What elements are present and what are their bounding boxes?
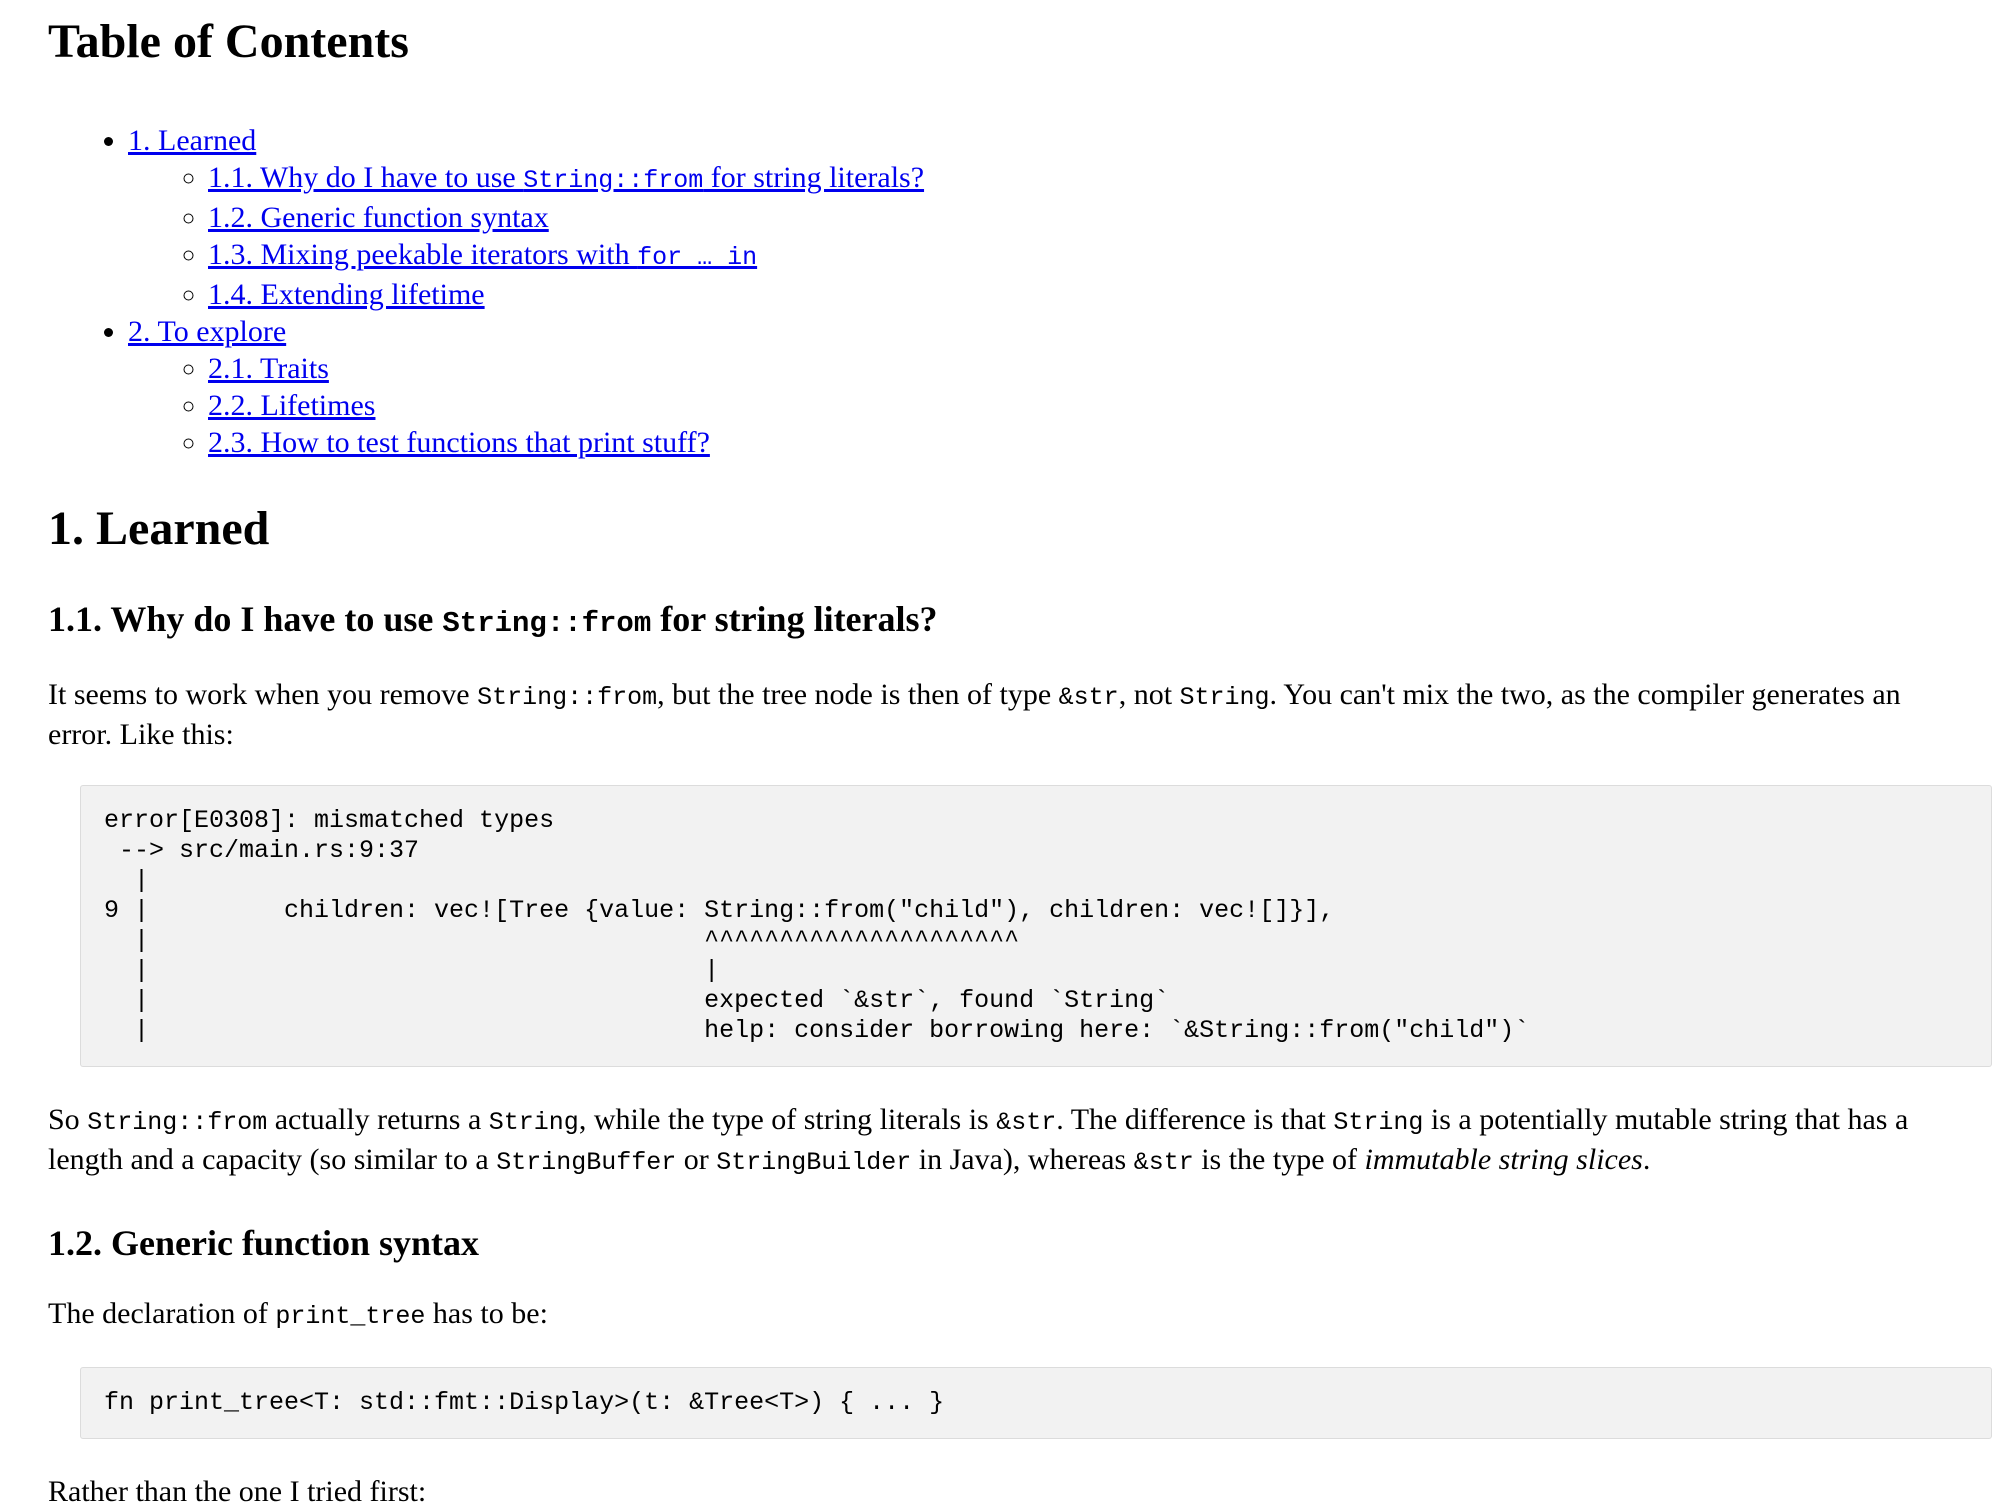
subsection-heading-generic-function-syntax: 1.2. Generic function syntax bbox=[48, 1223, 479, 1263]
toc-item bbox=[208, 350, 1964, 387]
text: , not bbox=[1118, 678, 1180, 711]
toc-link-generic-function-syntax[interactable]: 1.2. Generic function syntax bbox=[208, 201, 549, 234]
paragraph bbox=[48, 1295, 1964, 1335]
toc-item bbox=[128, 122, 1964, 313]
text: , while the type of string literals is bbox=[578, 1103, 997, 1136]
subsection-heading-why-string-from bbox=[48, 597, 1964, 646]
toc-link-to-explore[interactable]: 2. To explore bbox=[128, 315, 287, 348]
text: actually returns a bbox=[267, 1103, 489, 1136]
text: is a potentially mutable string that has a length and a capacity (so similar to a bbox=[48, 1103, 1909, 1176]
toc-link-why-string-from[interactable] bbox=[208, 161, 924, 194]
code-block-print-tree: fn print_tree<T: std::fmt::Display>(t: &Tree<T>) { ... } bbox=[80, 1367, 1992, 1439]
text: It seems to work when you remove bbox=[48, 678, 478, 711]
link-text: for string literals? bbox=[703, 161, 925, 194]
text: , but the tree node is then of type bbox=[657, 678, 1059, 711]
inline-code: String bbox=[1179, 683, 1270, 712]
toc-item bbox=[208, 424, 1964, 461]
inline-code: StringBuilder bbox=[716, 1148, 912, 1177]
heading-text: for string literals? bbox=[651, 599, 938, 639]
toc-title: Table of Contents bbox=[48, 15, 409, 68]
toc-item bbox=[208, 159, 1964, 199]
text: . bbox=[1642, 1143, 1651, 1176]
toc-link-peekable-iterators[interactable] bbox=[208, 238, 757, 271]
toc-link-lifetimes[interactable]: 2.2. Lifetimes bbox=[208, 389, 376, 422]
toc-link-learned[interactable]: 1. Learned bbox=[128, 124, 257, 157]
paragraph: Rather than the one I tried first: bbox=[48, 1475, 427, 1508]
paragraph bbox=[48, 1101, 1964, 1181]
link-code: String::from bbox=[523, 166, 704, 195]
inline-code: &str bbox=[1133, 1148, 1194, 1177]
toc-link-traits[interactable]: 2.1. Traits bbox=[208, 352, 329, 385]
text: is the type of bbox=[1193, 1143, 1365, 1176]
text: The declaration of bbox=[48, 1297, 276, 1330]
toc-link-test-print-functions[interactable]: 2.3. How to test functions that print stuff? bbox=[208, 426, 710, 459]
inline-code: String bbox=[1333, 1108, 1424, 1137]
toc-item bbox=[208, 387, 1964, 424]
compiler-error-block: error[E0308]: mismatched types --> src/main.rs:9:37 | 9 | children: vec![Tree {value: String::from("child"), children: vec![]}], | ^^^^^^^^^^^^^^^^^^^^^ | | | expected `&str`, found `String` | help: consider borrowing here: `&String::from("child")` bbox=[80, 785, 1992, 1067]
text: or bbox=[676, 1143, 717, 1176]
heading-text: 1.1. Why do I have to use bbox=[48, 599, 443, 639]
toc-sublist bbox=[128, 350, 1964, 461]
heading-code: String::from bbox=[442, 607, 652, 640]
inline-code: &str bbox=[1058, 683, 1119, 712]
inline-code: String::from bbox=[87, 1108, 268, 1137]
text: . You can't mix the two, as the compiler generates an error. Like this: bbox=[48, 678, 1901, 751]
toc-item bbox=[208, 276, 1964, 313]
inline-code: String bbox=[488, 1108, 579, 1137]
link-code: for … in bbox=[637, 243, 758, 272]
table-of-contents bbox=[48, 122, 1964, 461]
toc-item bbox=[208, 199, 1964, 236]
toc-item bbox=[208, 236, 1964, 276]
inline-code: &str bbox=[996, 1108, 1057, 1137]
link-text: 1.1. Why do I have to use bbox=[208, 161, 524, 194]
text: So bbox=[48, 1103, 88, 1136]
toc-sublist bbox=[128, 159, 1964, 313]
text: has to be: bbox=[425, 1297, 548, 1330]
section-heading-learned: 1. Learned bbox=[48, 502, 270, 555]
emphasis-text: immutable string slices bbox=[1364, 1143, 1643, 1176]
toc-link-extending-lifetime[interactable]: 1.4. Extending lifetime bbox=[208, 278, 485, 311]
inline-code: StringBuffer bbox=[496, 1148, 677, 1177]
text: in Java), whereas bbox=[911, 1143, 1134, 1176]
link-text: 1.3. Mixing peekable iterators with bbox=[208, 238, 638, 271]
toc-item bbox=[128, 313, 1964, 461]
text: . The difference is that bbox=[1056, 1103, 1334, 1136]
inline-code: String::from bbox=[477, 683, 658, 712]
inline-code: print_tree bbox=[275, 1302, 426, 1331]
paragraph bbox=[48, 676, 1964, 753]
